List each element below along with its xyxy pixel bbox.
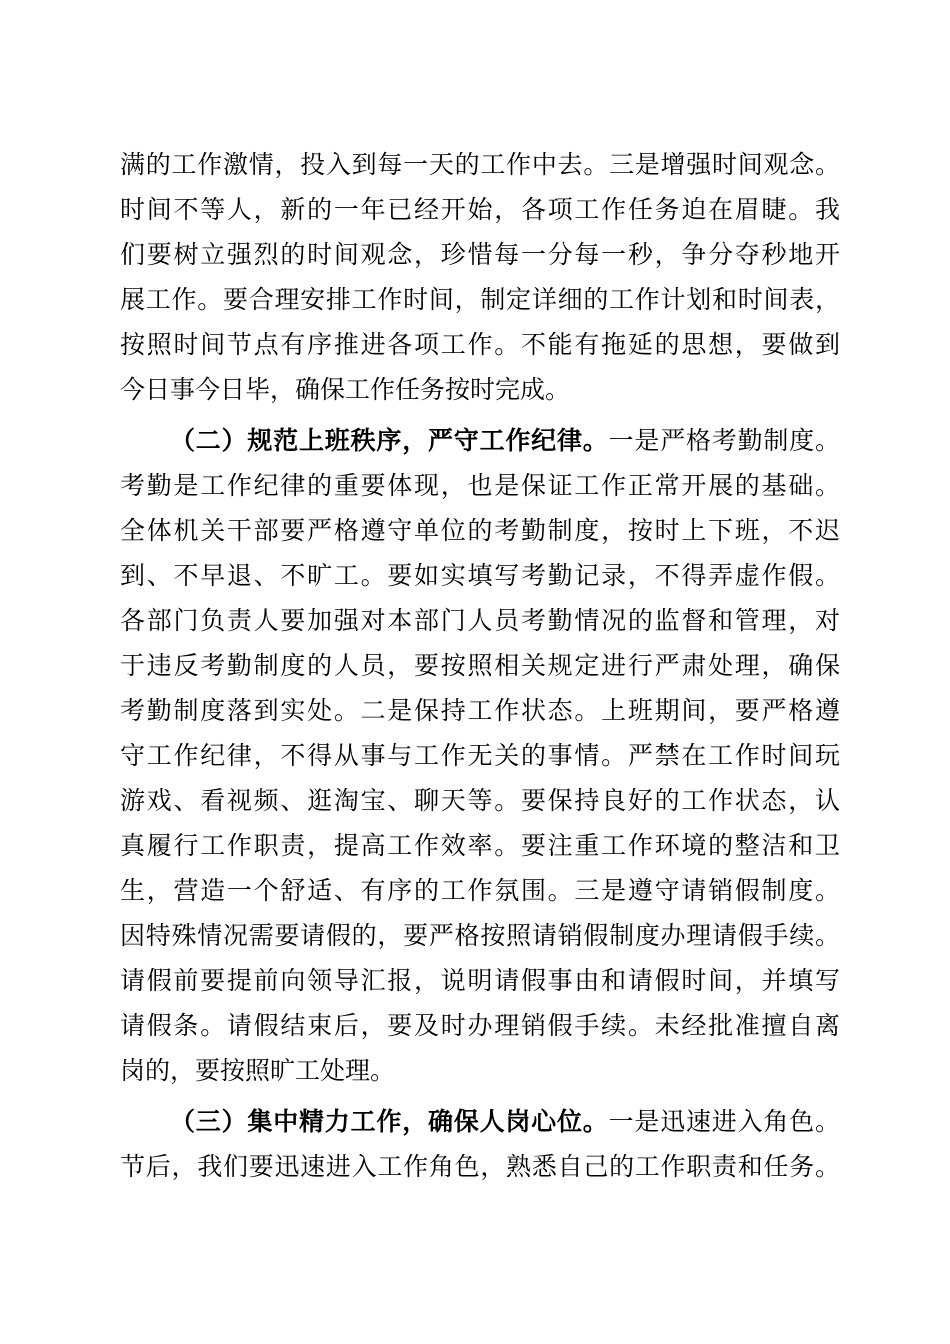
text-line: 于违反考勤制度的人员，要按照相关规定进行严肃处理，确保 xyxy=(120,651,840,680)
paragraph-1 xyxy=(120,142,840,412)
section-heading-line xyxy=(120,418,840,463)
text-line: 按照时间节点有序推进各项工作。不能有拖延的思想，要做到 xyxy=(120,330,840,359)
text-line: 请假前要提前向领导汇报，说明请假事由和请假时间，并填写 xyxy=(120,966,840,995)
text-line: 真履行工作职责，提高工作效率。要注重工作环境的整洁和卫 xyxy=(120,831,840,860)
text-run: 一是严格考勤制度。 xyxy=(608,426,840,455)
text-line: 们要树立强烈的时间观念，珍惜每一分每一秒，争分夺秒地开 xyxy=(120,240,840,269)
text-line: 因特殊情况需要请假的，要严格按照请销假制度办理请假手续。 xyxy=(120,921,840,950)
text-line: 到、不早退、不旷工。要如实填写考勤记录，不得弄虚作假。 xyxy=(120,561,840,590)
text-line: 时间不等人，新的一年已经开始，各项工作任务迫在眉睫。我 xyxy=(120,195,840,224)
text-run: 一是迅速进入角色。 xyxy=(608,1107,840,1136)
text-line: 今日事今日毕，确保工作任务按时完成。 xyxy=(120,375,571,404)
paragraph-2 xyxy=(120,418,840,1093)
text-line: 请假条。请假结束后，要及时办理销假手续。未经批准擅自离 xyxy=(120,1011,840,1040)
text-line: 各部门负责人要加强对本部门人员考勤情况的监督和管理，对 xyxy=(120,606,840,635)
text-line: 展工作。要合理安排工作时间，制定详细的工作计划和时间表， xyxy=(120,285,840,314)
text-line: 节后，我们要迅速进入工作角色，熟悉自己的工作职责和任务。 xyxy=(120,1152,840,1181)
section-heading-3: （三）集中精力工作，确保人岗心位。 xyxy=(170,1107,609,1136)
document-body xyxy=(120,142,840,1189)
text-line: 守工作纪律，不得从事与工作无关的事情。严禁在工作时间玩 xyxy=(120,741,840,770)
paragraph-3 xyxy=(120,1099,840,1189)
text-line: 考勤是工作纪律的重要体现，也是保证工作正常开展的基础。 xyxy=(120,471,840,500)
text-line: 考勤制度落到实处。二是保持工作状态。上班期间，要严格遵 xyxy=(120,696,840,725)
text-line: 满的工作激情，投入到每一天的工作中去。三是增强时间观念。 xyxy=(120,150,840,179)
text-line: 岗的，要按照旷工处理。 xyxy=(120,1056,396,1085)
text-line: 全体机关干部要严格遵守单位的考勤制度，按时上下班，不迟 xyxy=(120,516,840,545)
text-line: 游戏、看视频、逛淘宝、聊天等。要保持良好的工作状态，认 xyxy=(120,786,840,815)
text-line: 生，营造一个舒适、有序的工作氛围。三是遵守请销假制度。 xyxy=(120,876,840,905)
section-heading-line xyxy=(120,1099,840,1144)
section-heading-2: （二）规范上班秩序，严守工作纪律。 xyxy=(170,426,609,455)
